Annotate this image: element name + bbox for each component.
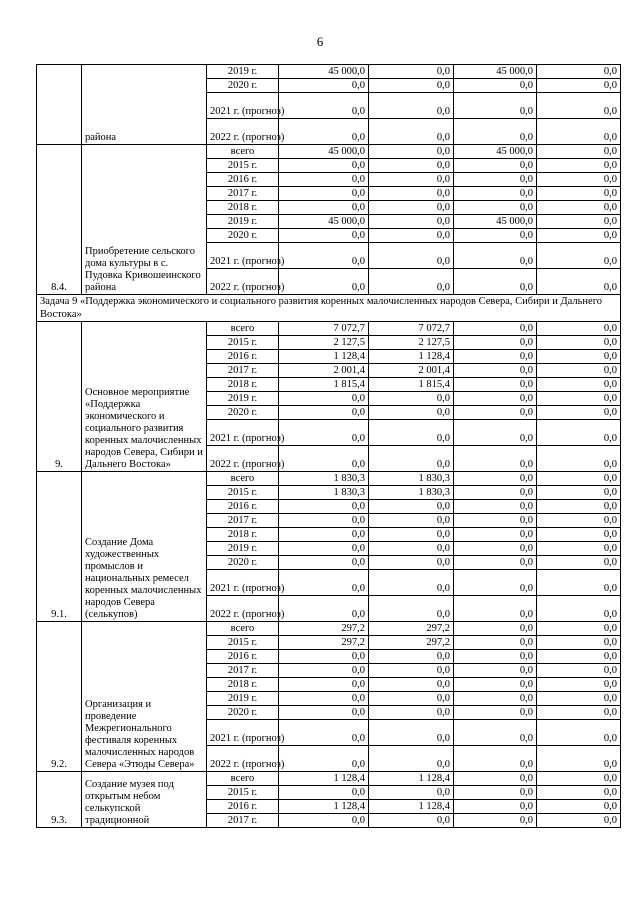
regional-value: 0,0 — [454, 650, 537, 664]
year-cell: 2018 г. — [207, 678, 279, 692]
year-cell: 2020 г. — [207, 229, 279, 243]
local-value: 0,0 — [537, 93, 621, 119]
year-cell: 2015 г. — [207, 636, 279, 650]
local-value: 0,0 — [537, 65, 621, 79]
federal-value: 0,0 — [369, 556, 454, 570]
local-value: 0,0 — [537, 350, 621, 364]
regional-value: 0,0 — [454, 392, 537, 406]
federal-value: 0,0 — [369, 215, 454, 229]
total-value: 0,0 — [279, 664, 369, 678]
regional-value: 0,0 — [454, 542, 537, 556]
year-cell: 2022 г. (прогноз) — [207, 596, 279, 622]
table-row — [37, 65, 621, 79]
table-row — [37, 322, 621, 336]
federal-value: 0,0 — [369, 93, 454, 119]
regional-value: 0,0 — [454, 119, 537, 145]
federal-value: 2 127,5 — [369, 336, 454, 350]
total-value: 0,0 — [279, 650, 369, 664]
year-cell: 2021 г. (прогноз) — [207, 243, 279, 269]
total-value: 0,0 — [279, 542, 369, 556]
local-value: 0,0 — [537, 187, 621, 201]
regional-value: 45 000,0 — [454, 145, 537, 159]
regional-value: 0,0 — [454, 350, 537, 364]
table-row — [37, 622, 621, 636]
regional-value: 0,0 — [454, 79, 537, 93]
local-value: 0,0 — [537, 786, 621, 800]
year-cell: 2020 г. — [207, 406, 279, 420]
regional-value: 0,0 — [454, 159, 537, 173]
total-value: 0,0 — [279, 528, 369, 542]
year-cell: 2015 г. — [207, 786, 279, 800]
year-cell: 2022 г. (прогноз) — [207, 446, 279, 472]
year-cell: 2016 г. — [207, 350, 279, 364]
total-value: 0,0 — [279, 119, 369, 145]
federal-value: 1 815,4 — [369, 378, 454, 392]
total-value: 297,2 — [279, 636, 369, 650]
total-value: 0,0 — [279, 243, 369, 269]
local-value: 0,0 — [537, 542, 621, 556]
regional-value: 0,0 — [454, 514, 537, 528]
item-number: 9.1. — [37, 472, 82, 622]
federal-value: 297,2 — [369, 636, 454, 650]
regional-value: 0,0 — [454, 269, 537, 295]
local-value: 0,0 — [537, 472, 621, 486]
local-value: 0,0 — [537, 378, 621, 392]
federal-value: 1 128,4 — [369, 800, 454, 814]
local-value: 0,0 — [537, 145, 621, 159]
federal-value: 0,0 — [369, 446, 454, 472]
federal-value: 0,0 — [369, 173, 454, 187]
federal-value: 0,0 — [369, 786, 454, 800]
total-value: 1 128,4 — [279, 800, 369, 814]
total-value: 0,0 — [279, 446, 369, 472]
local-value: 0,0 — [537, 692, 621, 706]
total-value: 0,0 — [279, 514, 369, 528]
page-number: 6 — [316, 34, 324, 49]
year-cell: 2021 г. (прогноз) — [207, 93, 279, 119]
regional-value: 0,0 — [454, 322, 537, 336]
federal-value: 0,0 — [369, 65, 454, 79]
regional-value: 0,0 — [454, 678, 537, 692]
total-value: 0,0 — [279, 201, 369, 215]
total-value: 0,0 — [279, 556, 369, 570]
federal-value: 0,0 — [369, 119, 454, 145]
total-value: 0,0 — [279, 692, 369, 706]
local-value: 0,0 — [537, 173, 621, 187]
federal-value: 0,0 — [369, 528, 454, 542]
year-cell: 2019 г. — [207, 392, 279, 406]
total-value: 0,0 — [279, 229, 369, 243]
task-row — [37, 295, 621, 322]
regional-value: 0,0 — [454, 570, 537, 596]
year-cell: 2016 г. — [207, 800, 279, 814]
total-value: 2 001,4 — [279, 364, 369, 378]
year-cell: 2017 г. — [207, 364, 279, 378]
local-value: 0,0 — [537, 229, 621, 243]
regional-value: 0,0 — [454, 472, 537, 486]
local-value: 0,0 — [537, 322, 621, 336]
local-value: 0,0 — [537, 215, 621, 229]
year-cell: 2016 г. — [207, 500, 279, 514]
item-name: Основное мероприятие «Поддержка экономического и социального развития коренных малочисленных народов Севера, Сибири и Дальнего Востока» — [82, 322, 207, 472]
year-cell: 2015 г. — [207, 486, 279, 500]
federal-value: 0,0 — [369, 420, 454, 446]
regional-value: 0,0 — [454, 378, 537, 392]
total-value: 0,0 — [279, 420, 369, 446]
total-value: 1 830,3 — [279, 486, 369, 500]
regional-value: 0,0 — [454, 446, 537, 472]
total-value: 45 000,0 — [279, 65, 369, 79]
federal-value: 1 830,3 — [369, 472, 454, 486]
local-value: 0,0 — [537, 406, 621, 420]
local-value: 0,0 — [537, 664, 621, 678]
table-row — [37, 772, 621, 786]
item-name: Приобретение сельского дома культуры в с. Пудовка Кривошеинского района — [82, 145, 207, 295]
federal-value: 0,0 — [369, 570, 454, 596]
year-cell: 2019 г. — [207, 215, 279, 229]
regional-value: 0,0 — [454, 706, 537, 720]
federal-value: 1 830,3 — [369, 486, 454, 500]
year-cell: 2020 г. — [207, 706, 279, 720]
regional-value: 0,0 — [454, 692, 537, 706]
year-cell: 2022 г. (прогноз) — [207, 119, 279, 145]
table-row — [37, 145, 621, 159]
local-value: 0,0 — [537, 364, 621, 378]
total-value: 45 000,0 — [279, 215, 369, 229]
task-heading: Задача 9 «Поддержка экономического и социального развития коренных малочисленных народов Севера, Сибири и Дальнего Востока» — [37, 295, 621, 322]
year-cell: 2021 г. (прогноз) — [207, 420, 279, 446]
federal-value: 0,0 — [369, 596, 454, 622]
regional-value: 45 000,0 — [454, 215, 537, 229]
item-name: Организация и проведение Межрегионального фестиваля коренных малочисленных народов Севера «Этюды Севера» — [82, 622, 207, 772]
regional-value: 0,0 — [454, 93, 537, 119]
item-name: Создание Дома художественных промыслов и национальных ремесел коренных малочисленных народов Севера (селькупов) — [82, 472, 207, 622]
total-value: 0,0 — [279, 269, 369, 295]
regional-value: 0,0 — [454, 772, 537, 786]
local-value: 0,0 — [537, 596, 621, 622]
year-cell: 2018 г. — [207, 201, 279, 215]
year-cell: 2019 г. — [207, 542, 279, 556]
year-cell: 2016 г. — [207, 650, 279, 664]
total-value: 1 815,4 — [279, 378, 369, 392]
year-cell: всего — [207, 472, 279, 486]
local-value: 0,0 — [537, 514, 621, 528]
regional-value: 0,0 — [454, 636, 537, 650]
year-cell: 2022 г. (прогноз) — [207, 746, 279, 772]
total-value: 297,2 — [279, 622, 369, 636]
regional-value: 0,0 — [454, 406, 537, 420]
year-cell: 2018 г. — [207, 378, 279, 392]
local-value: 0,0 — [537, 243, 621, 269]
federal-value: 0,0 — [369, 79, 454, 93]
regional-value: 0,0 — [454, 229, 537, 243]
federal-value: 1 128,4 — [369, 772, 454, 786]
total-value: 45 000,0 — [279, 145, 369, 159]
federal-value: 0,0 — [369, 664, 454, 678]
federal-value: 0,0 — [369, 406, 454, 420]
local-value: 0,0 — [537, 800, 621, 814]
local-value: 0,0 — [537, 636, 621, 650]
regional-value: 45 000,0 — [454, 65, 537, 79]
total-value: 0,0 — [279, 406, 369, 420]
year-cell: всего — [207, 322, 279, 336]
federal-value: 0,0 — [369, 145, 454, 159]
local-value: 0,0 — [537, 650, 621, 664]
item-number: 9.3. — [37, 772, 82, 828]
total-value: 0,0 — [279, 678, 369, 692]
item-number: 8.4. — [37, 145, 82, 295]
federal-value: 1 128,4 — [369, 350, 454, 364]
total-value: 0,0 — [279, 786, 369, 800]
year-cell: 2015 г. — [207, 159, 279, 173]
year-cell: 2015 г. — [207, 336, 279, 350]
federal-value: 0,0 — [369, 500, 454, 514]
total-value: 0,0 — [279, 720, 369, 746]
total-value: 2 127,5 — [279, 336, 369, 350]
local-value: 0,0 — [537, 446, 621, 472]
regional-value: 0,0 — [454, 336, 537, 350]
total-value: 0,0 — [279, 814, 369, 828]
year-cell: 2016 г. — [207, 173, 279, 187]
regional-value: 0,0 — [454, 622, 537, 636]
local-value: 0,0 — [537, 556, 621, 570]
local-value: 0,0 — [537, 392, 621, 406]
total-value: 0,0 — [279, 392, 369, 406]
year-cell: 2017 г. — [207, 814, 279, 828]
federal-value: 2 001,4 — [369, 364, 454, 378]
year-cell: 2017 г. — [207, 187, 279, 201]
item-number — [37, 65, 82, 145]
total-value: 1 830,3 — [279, 472, 369, 486]
federal-value: 0,0 — [369, 706, 454, 720]
federal-value: 0,0 — [369, 159, 454, 173]
year-cell: всего — [207, 145, 279, 159]
regional-value: 0,0 — [454, 187, 537, 201]
regional-value: 0,0 — [454, 173, 537, 187]
federal-value: 0,0 — [369, 392, 454, 406]
total-value: 0,0 — [279, 746, 369, 772]
year-cell: 2021 г. (прогноз) — [207, 570, 279, 596]
federal-value: 297,2 — [369, 622, 454, 636]
local-value: 0,0 — [537, 420, 621, 446]
table-row — [37, 472, 621, 486]
federal-value: 0,0 — [369, 746, 454, 772]
regional-value: 0,0 — [454, 814, 537, 828]
year-cell: 2017 г. — [207, 514, 279, 528]
regional-value: 0,0 — [454, 664, 537, 678]
year-cell: 2020 г. — [207, 556, 279, 570]
federal-value: 0,0 — [369, 542, 454, 556]
year-cell: 2019 г. — [207, 692, 279, 706]
regional-value: 0,0 — [454, 243, 537, 269]
regional-value: 0,0 — [454, 556, 537, 570]
local-value: 0,0 — [537, 678, 621, 692]
regional-value: 0,0 — [454, 720, 537, 746]
local-value: 0,0 — [537, 269, 621, 295]
federal-value: 7 072,7 — [369, 322, 454, 336]
federal-value: 0,0 — [369, 187, 454, 201]
item-number: 9.2. — [37, 622, 82, 772]
regional-value: 0,0 — [454, 786, 537, 800]
federal-value: 0,0 — [369, 229, 454, 243]
local-value: 0,0 — [537, 772, 621, 786]
local-value: 0,0 — [537, 119, 621, 145]
regional-value: 0,0 — [454, 528, 537, 542]
local-value: 0,0 — [537, 486, 621, 500]
federal-value: 0,0 — [369, 720, 454, 746]
federal-value: 0,0 — [369, 514, 454, 528]
local-value: 0,0 — [537, 622, 621, 636]
year-cell: 2017 г. — [207, 664, 279, 678]
year-cell: 2020 г. — [207, 79, 279, 93]
regional-value: 0,0 — [454, 364, 537, 378]
regional-value: 0,0 — [454, 746, 537, 772]
total-value: 0,0 — [279, 500, 369, 514]
regional-value: 0,0 — [454, 800, 537, 814]
local-value: 0,0 — [537, 201, 621, 215]
local-value: 0,0 — [537, 500, 621, 514]
total-value: 1 128,4 — [279, 772, 369, 786]
local-value: 0,0 — [537, 79, 621, 93]
total-value: 0,0 — [279, 570, 369, 596]
regional-value: 0,0 — [454, 201, 537, 215]
total-value: 0,0 — [279, 159, 369, 173]
local-value: 0,0 — [537, 814, 621, 828]
total-value: 0,0 — [279, 79, 369, 93]
local-value: 0,0 — [537, 336, 621, 350]
year-cell: 2022 г. (прогноз) — [207, 269, 279, 295]
regional-value: 0,0 — [454, 596, 537, 622]
federal-value: 0,0 — [369, 814, 454, 828]
regional-value: 0,0 — [454, 486, 537, 500]
local-value: 0,0 — [537, 159, 621, 173]
total-value: 0,0 — [279, 596, 369, 622]
year-cell: 2019 г. — [207, 65, 279, 79]
federal-value: 0,0 — [369, 269, 454, 295]
total-value: 7 072,7 — [279, 322, 369, 336]
total-value: 0,0 — [279, 93, 369, 119]
year-cell: 2018 г. — [207, 528, 279, 542]
local-value: 0,0 — [537, 570, 621, 596]
item-name: района — [82, 65, 207, 145]
item-number: 9. — [37, 322, 82, 472]
federal-value: 0,0 — [369, 678, 454, 692]
total-value: 0,0 — [279, 173, 369, 187]
regional-value: 0,0 — [454, 420, 537, 446]
federal-value: 0,0 — [369, 650, 454, 664]
total-value: 0,0 — [279, 187, 369, 201]
federal-value: 0,0 — [369, 201, 454, 215]
federal-value: 0,0 — [369, 243, 454, 269]
local-value: 0,0 — [537, 706, 621, 720]
total-value: 0,0 — [279, 706, 369, 720]
budget-table — [36, 64, 621, 828]
regional-value: 0,0 — [454, 500, 537, 514]
total-value: 1 128,4 — [279, 350, 369, 364]
year-cell: всего — [207, 772, 279, 786]
federal-value: 0,0 — [369, 692, 454, 706]
year-cell: всего — [207, 622, 279, 636]
item-name: Создание музея под открытым небом селькупской традиционной — [82, 772, 207, 828]
local-value: 0,0 — [537, 720, 621, 746]
year-cell: 2021 г. (прогноз) — [207, 720, 279, 746]
local-value: 0,0 — [537, 528, 621, 542]
local-value: 0,0 — [537, 746, 621, 772]
